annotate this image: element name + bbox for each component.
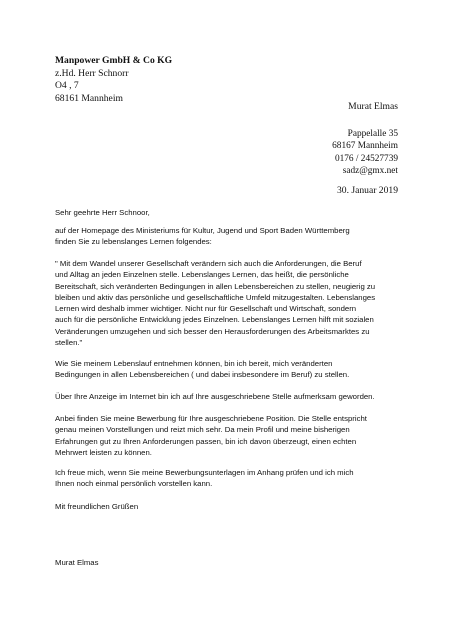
paragraph-advert <box>55 391 407 402</box>
recipient-company: Manpower GmbH & Co KG <box>55 55 173 66</box>
paragraph-intro <box>55 225 407 248</box>
paragraph-line: genau meinen Vorstellungen und reizt mich sehr. Da mein Profil und meine bisherigen <box>55 425 350 435</box>
sender-street: Pappelalle 35 <box>347 129 398 139</box>
paragraph-application <box>55 413 407 458</box>
closing <box>55 501 407 512</box>
paragraph-quote <box>55 258 407 348</box>
paragraph-line: stellen." <box>55 338 83 348</box>
paragraph-line: Lernen wird deshalb immer wichtiger. Nicht nur für Gesellschaft und Wirtschaft, sondern <box>55 304 357 314</box>
paragraph-line: Ihnen noch einmal persönlich vorstellen kann. <box>55 479 213 489</box>
signature <box>55 557 407 568</box>
recipient-city: 68161 Mannheim <box>55 93 123 105</box>
paragraph-line: Bereitschaft, sich veränderten Bedingungen in allen Lebensbereichen zu stellen, neugierig zu <box>55 281 376 291</box>
paragraph-line: auf der Homepage des Ministeriums für Kultur, Jugend und Sport Baden Württemberg <box>55 226 350 235</box>
sender-city: 68167 Mannheim <box>332 141 398 152</box>
paragraph-line: finden Sie zu lebenslanges Lernen folgendes: <box>55 237 212 247</box>
paragraph-line: Wie Sie meinem Lebenslauf entnehmen können, bin ich bereit, mich veränderten <box>55 359 333 368</box>
paragraph-line: Bedingungen in allen Lebensbereichen ( und dabei insbesondere im Beruf) zu stellen. <box>55 370 350 380</box>
paragraph-line: bleiben und aktiv das persönliche und gesellschaftliche Umfeld mitzugestalten. Lebenslanges <box>55 292 376 302</box>
paragraph-line: auch für die persönliche Entwicklung jedes Einzelnen. Lebenslanges Lernen hilft mit sozialen <box>55 315 374 325</box>
letter-date: 30. Januar 2019 <box>336 185 398 196</box>
salutation-text: Sehr geehrte Herr Schnoor, <box>55 208 150 217</box>
signature-name: Murat Elmas <box>55 558 99 567</box>
sender-phone: 0176 / 24527739 <box>334 153 398 164</box>
sender-email: sadz@gmx.net <box>342 166 398 177</box>
paragraph-line: und Alltag an jeden Einzelnen stelle. Lebenslanges Lernen, das heißt, die persönliche <box>55 270 349 280</box>
paragraph-line: Über Ihre Anzeige im Internet bin ich auf Ihre ausgeschriebene Stelle aufmerksam geworden. <box>55 392 375 401</box>
paragraph-cv <box>55 358 407 381</box>
paragraph-line: Ich freue mich, wenn Sie meine Bewerbungsunterlagen im Anhang prüfen und ich mich <box>55 468 354 477</box>
recipient-address-block <box>55 55 172 106</box>
paragraph-line: Mehrwert leisten zu können. <box>55 447 152 457</box>
paragraph-line: Anbei finden Sie meine Bewerbung für Ihre ausgeschriebene Position. Die Stelle entspricht <box>55 414 367 423</box>
closing-text: Mit freundlichen Grüßen <box>55 502 139 511</box>
recipient-street: O4 , 7 <box>55 80 79 92</box>
sender-name: Murat Elmas <box>348 101 398 112</box>
paragraph-line: Erfahrungen gut zu Ihren Anforderungen passen, bin ich davon überzeugt, einen echten <box>55 436 357 446</box>
paragraph-line: Veränderungen umzugehen und sich besser den Herausforderungen des Arbeitsmarktes zu <box>55 326 370 336</box>
paragraph-line: " Mit dem Wandel unserer Gesellschaft verändern sich auch die Anforderungen, die Beruf <box>55 259 362 268</box>
recipient-contact: z.Hd. Herr Schnorr <box>55 67 129 79</box>
paragraph-closing-request <box>55 467 407 490</box>
salutation <box>55 207 407 218</box>
sender-address-block <box>332 128 398 178</box>
